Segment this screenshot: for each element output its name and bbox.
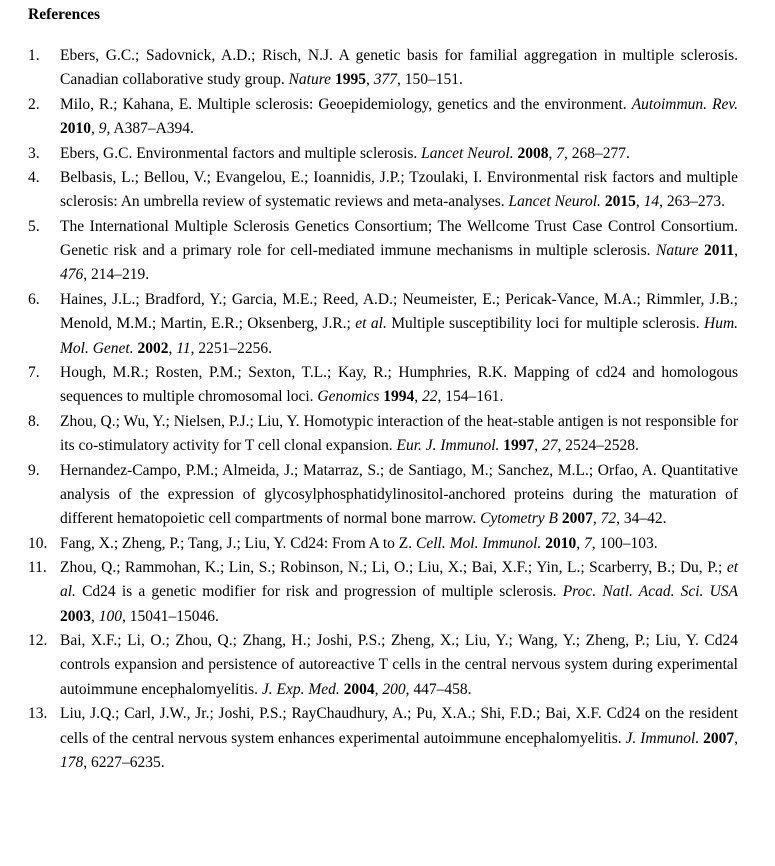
reference-volume: 7 (583, 534, 592, 552)
reference-title: Multiple susceptibility loci for multiple sclerosis. (391, 315, 700, 333)
reference-volume: 9 (98, 120, 107, 138)
reference-journal: Autoimmun. Rev. (631, 95, 739, 113)
reference-pages: 6227–6235. (91, 753, 165, 771)
reference-year: 2015 (604, 193, 636, 211)
reference-text: Zhou, Q.; Rammohan, K.; Lin, S.; Robinson, N.; Li, O.; Liu, X.; Bai, X.F.; Yin, L.; Scarberry, B.; Du, P.; et al. Cd24 is a genetic modifier for risk and progression of multiple sclerosis. Proc. Natl. Acad. Sci. USA 2003, 100, 15041–15046. (60, 559, 739, 625)
reference-item (28, 459, 738, 532)
reference-volume: 476 (60, 266, 84, 284)
reference-number: 6. (28, 290, 40, 308)
reference-volume: 14 (643, 193, 660, 211)
reference-title: Homotypic interaction of the heat-stable antigen is not responsible for its co-stimulatory activity for T cell clonal expansion. (60, 412, 739, 455)
reference-number: 13. (28, 705, 48, 723)
reference-number: 3. (28, 144, 40, 162)
reference-text: Ebers, G.C.; Sadovnick, A.D.; Risch, N.J. A genetic basis for familial aggregation in multiple sclerosis. Canadian collaborative study group. Nature 1995, 377, 150–151. (60, 47, 738, 89)
references-heading: References (28, 6, 101, 23)
reference-year: 2010 (60, 120, 91, 138)
reference-item (28, 142, 738, 166)
reference-journal: Genomics (317, 388, 380, 406)
reference-journal: Cell. Mol. Immunol. (416, 534, 542, 552)
reference-volume: 27 (542, 437, 558, 455)
reference-year: 2004 (343, 680, 375, 698)
reference-text: Hernandez-Campo, P.M.; Almeida, J.; Matarraz, S.; de Santiago, M.; Sanchez, M.L.; Orfao, A. Quantitative analysis of the expression of glycosylphosphatidylinositol-anchored proteins during the maturation of different hematopoietic cell compartments of normal bone marrow. Cytometry B 2007, 72, 34–42. (60, 461, 738, 528)
reference-title: A genetic basis for familial aggregation in multiple sclerosis. Canadian collaborative study group. (60, 47, 738, 89)
reference-text: Belbasis, L.; Bellou, V.; Evangelou, E.; Ioannidis, J.P.; Tzoulaki, I. Environmental risk factors and multiple sclerosis: An umbrella review of systematic reviews and meta-analyses. Lancet Neurol. 2015, 14, 263–273. (60, 169, 739, 211)
reference-title: Cd24 controls expansion and persistence of autoreactive T cells in the central nervous system during experimental autoimmune encephalomyelitis. (60, 632, 738, 698)
reference-volume: 7 (556, 144, 564, 162)
reference-text: Haines, J.L.; Bradford, Y.; Garcia, M.E.; Reed, A.D.; Neumeister, E.; Pericak-Vance, M.A.; Rimmler, J.B.; Menold, M.M.; Martin, E.R.; Oksenberg, J.R.; et al. Multiple susceptibility loci for multiple sclerosis. Hum. Mol. Genet. 2002, 11, 2251–2256. (60, 290, 739, 357)
reference-list (28, 44, 738, 775)
reference-number: 5. (28, 217, 40, 235)
reference-pages: 263–273. (666, 193, 725, 211)
reference-number: 9. (28, 461, 40, 479)
reference-pages: 34–42. (623, 510, 667, 528)
reference-pages: 100–103. (599, 534, 658, 552)
reference-pages: 447–458. (413, 680, 472, 698)
reference-text: Liu, J.Q.; Carl, J.W., Jr.; Joshi, P.S.; RayChaudhury, A.; Pu, X.A.; Shi, F.D.; Bai, X.F. Cd24 on the resident cells of the central nervous system enhances experimental autoimmune encephalomyelitis. J. Immunol. 2007, 178, 6227–6235. (60, 705, 739, 771)
reference-year: 2007 (561, 510, 593, 528)
reference-number: 2. (28, 95, 40, 113)
reference-pages: 154–161. (445, 388, 504, 406)
reference-journal: Cytometry B (480, 510, 558, 528)
reference-year: 2007 (703, 729, 735, 747)
reference-number: 7. (28, 363, 40, 381)
reference-pages: 214–219. (91, 266, 150, 284)
reference-item (28, 361, 738, 410)
reference-authors: Zhou, Q.; Wu, Y.; Nielsen, P.J.; Liu, Y. (60, 412, 300, 430)
reference-year: 2011 (704, 242, 735, 260)
reference-volume: 22 (422, 388, 438, 406)
reference-year: 1995 (334, 71, 366, 89)
reference-title: Multiple sclerosis: Geoepidemiology, genetics and the environment. (197, 95, 627, 113)
reference-text: Ebers, G.C. Environmental factors and multiple sclerosis. Lancet Neurol. 2008, 7, 268–277. (60, 144, 630, 162)
reference-title: Cd24 on the resident cells of the central nervous system enhances experimental autoimmune encephalomyelitis. (60, 705, 739, 747)
reference-year: 2002 (137, 339, 169, 357)
reference-year: 2003 (60, 607, 91, 625)
reference-title: Cd24: From A to Z. (290, 534, 413, 552)
reference-text: The International Multiple Sclerosis Genetics Consortium; The Wellcome Trust Case Control Consortium. Genetic risk and a primary role for cell-mediated immune mechanisms in multiple sclerosis. Nature 2011, 476, 214–219. (60, 217, 739, 284)
reference-title: Quantitative analysis of the expression of glycosylphosphatidylinositol-anchored proteins during the maturation of different hematopoietic cell compartments of normal bone marrow. (60, 461, 738, 528)
reference-number: 8. (28, 412, 40, 430)
reference-journal: Eur. J. Immunol. (396, 437, 500, 455)
reference-number: 1. (28, 47, 40, 64)
reference-title: Environmental risk factors and multiple sclerosis: An umbrella review of systematic reviews and meta-analyses. (60, 169, 739, 211)
reference-authors: The International Multiple Sclerosis Genetics Consortium; The Wellcome Trust Case Control Consortium. (60, 217, 738, 235)
reference-item (28, 166, 738, 215)
reference-item (28, 410, 738, 459)
reference-journal: J. Immunol. (625, 729, 700, 747)
reference-authors: Ebers, G.C. (60, 144, 133, 162)
reference-journal: Nature (288, 71, 332, 89)
reference-text: Bai, X.F.; Li, O.; Zhou, Q.; Zhang, H.; Joshi, P.S.; Zheng, X.; Liu, Y.; Wang, Y.; Zheng, P.; Liu, Y. Cd24 controls expansion and persistence of autoreactive T cells in the central nervous system during experimental autoimmune encephalomyelitis. J. Exp. Med. 2004, 200, 447–458. (60, 632, 738, 698)
reference-title: Genetic risk and a primary role for cell-mediated immune mechanisms in multiple sclerosis. (60, 242, 651, 260)
reference-volume: 377 (373, 71, 397, 89)
reference-authors: Zhou, Q.; Rammohan, K.; Lin, S.; Robinson, N.; Li, O.; Liu, X.; Bai, X.F.; Yin, L.; Scarberry, B.; Du, P.; (60, 559, 723, 577)
reference-et-al: et al. (355, 315, 387, 333)
reference-pages: 268–277. (571, 144, 630, 162)
reference-text: Zhou, Q.; Wu, Y.; Nielsen, P.J.; Liu, Y. Homotypic interaction of the heat-stable antigen is not responsible for its co-stimulatory activity for T cell clonal expansion. Eur. J. Immunol. 1997, 27, 2524–2528. (60, 412, 739, 455)
reference-text: Fang, X.; Zheng, P.; Tang, J.; Liu, Y. Cd24: From A to Z. Cell. Mol. Immunol. 2010, 7, 100–103. (60, 534, 658, 552)
reference-authors: Hernandez-Campo, P.M.; Almeida, J.; Matarraz, S.; de Santiago, M.; Sanchez, M.L.; Orfao, A. (60, 461, 657, 479)
reference-item (28, 702, 738, 775)
reference-title: Environmental factors and multiple sclerosis. (136, 144, 418, 162)
reference-item (28, 215, 738, 288)
reference-journal: Hum. Mol. Genet. (60, 315, 739, 357)
reference-journal: Nature (656, 242, 699, 260)
reference-item (28, 93, 738, 142)
reference-pages: 2524–2528. (565, 437, 639, 455)
reference-authors: Hough, M.R.; Rosten, P.M.; Sexton, T.L.; Kay, R.; Humphries, R.K. (60, 363, 507, 381)
reference-year: 2010 (545, 534, 577, 552)
reference-authors: Bai, X.F.; Li, O.; Zhou, Q.; Zhang, H.; Joshi, P.S.; Zheng, X.; Liu, Y.; Wang, Y.; Zheng, P.; Liu, Y. (60, 632, 699, 650)
reference-number: 11. (28, 559, 47, 577)
reference-authors: Milo, R.; Kahana, E. (60, 95, 193, 113)
reference-authors: Liu, J.Q.; Carl, J.W., Jr.; Joshi, P.S.; RayChaudhury, A.; Pu, X.A.; Shi, F.D.; Bai, X.F. (60, 705, 602, 723)
reference-authors: Belbasis, L.; Bellou, V.; Evangelou, E.; Ioannidis, J.P.; Tzoulaki, I. (60, 169, 483, 187)
reference-journal: Lancet Neurol. (421, 144, 514, 162)
reference-text: Milo, R.; Kahana, E. Multiple sclerosis: Geoepidemiology, genetics and the environment. Autoimmun. Rev. 2010, 9, A387–A394. (60, 95, 739, 138)
reference-number: 4. (28, 169, 40, 187)
reference-pages: 15041–15046. (129, 607, 219, 625)
reference-et-al: et al. (60, 559, 739, 601)
reference-number: 12. (28, 632, 48, 650)
reference-journal: J. Exp. Med. (261, 680, 340, 698)
reference-year: 1994 (383, 388, 415, 406)
reference-volume: 100 (98, 607, 122, 625)
reference-year: 2008 (517, 144, 549, 162)
reference-item (28, 288, 738, 361)
reference-item (28, 44, 738, 93)
reference-number: 10. (28, 534, 48, 552)
reference-journal: Lancet Neurol. (508, 193, 601, 211)
reference-journal: Proc. Natl. Acad. Sci. USA (562, 583, 738, 601)
reference-title: Cd24 is a genetic modifier for risk and progression of multiple sclerosis. (82, 583, 557, 601)
reference-text: Hough, M.R.; Rosten, P.M.; Sexton, T.L.; Kay, R.; Humphries, R.K. Mapping of cd24 and homologous sequences to multiple chromosomal loci. Genomics 1994, 22, 154–161. (60, 363, 738, 406)
reference-volume: 11 (176, 339, 191, 357)
reference-volume: 178 (60, 753, 84, 771)
reference-item (28, 556, 738, 629)
reference-authors: Haines, J.L.; Bradford, Y.; Garcia, M.E.; Reed, A.D.; Neumeister, E.; Pericak-Vance, M.A.; Rimmler, J.B.; Menold, M.M.; Martin, E.R.; Oksenberg, J.R.; (60, 290, 738, 333)
reference-year: 1997 (503, 437, 535, 455)
reference-item (28, 629, 738, 702)
reference-volume: 200 (382, 680, 406, 698)
reference-title: Mapping of cd24 and homologous sequences to multiple chromosomal loci. (60, 363, 738, 406)
reference-authors: Fang, X.; Zheng, P.; Tang, J.; Liu, Y. (60, 534, 287, 552)
reference-pages: A387–A394. (113, 120, 194, 138)
reference-item (28, 532, 738, 556)
reference-pages: 2251–2256. (198, 339, 272, 357)
reference-pages: 150–151. (404, 71, 463, 89)
reference-volume: 72 (600, 510, 617, 528)
reference-authors: Ebers, G.C.; Sadovnick, A.D.; Risch, N.J. (60, 47, 333, 64)
